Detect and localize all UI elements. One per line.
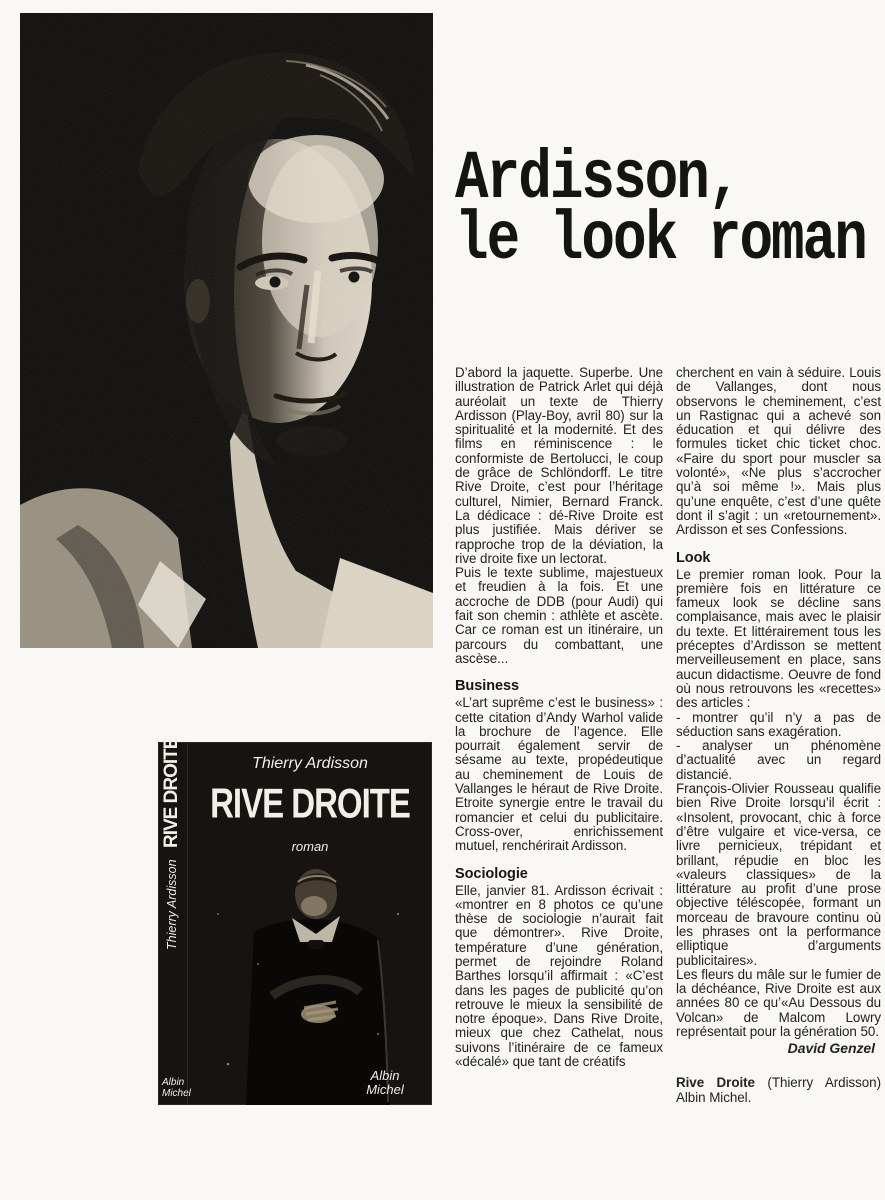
- paragraph-sociologie: Elle, janvier 81. Ardisson écrivait : «montrer en 8 photos ce qu’une thèse de sociologie n’aurait fait que démontrer». Rive Droite, température d’une génération, permet de rejoindre Roland Barthes lorsqu’il affirmait : «C’est dans les pages de publicité qu’on retrouve le mieux la sensibilité de notre époque». Dans Rive Droite, mieux que chez Cathelat, nous suivons l’itinéraire de ce fameux «décalé» que tant de créatifs: [455, 882, 663, 1070]
- cover-title: RIVE DROITE: [210, 780, 410, 827]
- section-heading-sociologie: Sociologie: [455, 865, 528, 882]
- article-column-1: [455, 366, 663, 1069]
- headline-line-2: le look roman: [455, 200, 866, 279]
- byline: David Genzel: [787, 1040, 875, 1057]
- spine-author: Thierry Ardisson: [165, 859, 179, 950]
- cover-author: Thierry Ardisson: [252, 755, 368, 772]
- paragraph-rousseau: François-Olivier Rousseau qualifie bien Rive Droite lorsqu’il écrit : «Insolent, provocant, chic à force d’être vulgaire et vice-versa, ce livre pernicieux, trépidant et brillant, répudie en bloc les «valeurs classiques» de la littérature au profit d’une prose objective téléscopée, formant un morceau de bravoure continu où les phrases ont la performance elliptique d’arguments publicitaires».: [676, 781, 881, 968]
- cover-publisher: Albin Michel: [366, 1068, 404, 1097]
- cover-genre: roman: [291, 839, 329, 854]
- list-item-montrer: - montrer qu’il n’y a pas de séduction sans exagération.: [676, 709, 881, 739]
- book-cover-front: [188, 742, 432, 1105]
- spine-title: RIVE DROITE: [161, 737, 182, 848]
- paragraph-business: «L’art suprême c’est le business» : cette citation d’Andy Warhol valide la brochure de l’agence. Elle pourrait également servir de sésame au texte, propédeutique au cheminement de Louis de Vallanges le héraut de Rive Droite. Etroite synergie entre le travail du romancier et celui du publicitaire. Cross-over, enrichissement mutuel, renchérirait Ardisson.: [455, 695, 663, 854]
- book-spine: [158, 737, 191, 1105]
- article-column-2: [676, 366, 881, 1105]
- portrait-photo: [20, 13, 433, 648]
- list-item-analyser: - analyser un phénomène d’actualité avec un regard distancié.: [676, 738, 881, 782]
- paragraph-conclusion: Les fleurs du mâle sur le fumier de la déchéance, Rive Droite est aux années 80 ce qu’«Au Dessous du Volcan» de Malcom Lowry représentait pour la génération 50.: [676, 966, 881, 1040]
- paragraph-intro: D’abord la jaquette. Superbe. Une illustration de Patrick Arlet qui déjà auréolait un texte de Thierry Ardisson (Play-Boy, avril 80) sur la spiritualité et la modernité. Et des films en réminiscence : le conformiste de Bertolucci, le coup de grâce de Schlöndorff. Le titre Rive Droite, c’est pour l’héritage culturel, Nimier, Bernard Franck. La dédicace : dé-Rive Droite est plus justifiée. Mais dériver se rapproche trop de la déviation, la rive droite fixe un lectorat.: [455, 365, 663, 566]
- paragraph-texte: Puis le texte sublime, majestueux et freudien à la fois. Et une accroche de DDB (pour Audi) qui fait son chemin : athlète et ascète. Car ce roman est un itinéraire, un parcours du combattant, une ascèse...: [455, 565, 663, 666]
- portrait-illustration: [20, 13, 433, 648]
- book-credit-rest: (Thierry Ardisson) Albin Michel.: [676, 1074, 881, 1105]
- paragraph-vallanges: cherchent en vain à séduire. Louis de Vallanges, dont nous observons le cheminement, c’est un Rastignac qui a achevé son éducation et qui délivre des formules ticket chic ticket choc. «Faire du sport pour muscler sa volonté», «Ne plus s’accrocher qu’à soi même !». Mais plus qu’une enquête, c’est d’une quête dont il s’agit : un «retournement». Ardisson et ses Confessions.: [676, 365, 881, 538]
- section-heading-business: Business: [455, 678, 520, 695]
- headline: [455, 139, 866, 279]
- spine-publisher: Albin Michel: [162, 1077, 191, 1099]
- book-credit: [676, 1075, 881, 1105]
- headline-line-1: Ardisson,: [455, 139, 740, 218]
- book-credit-title: Rive Droite: [676, 1074, 755, 1090]
- section-heading-look: Look: [676, 549, 711, 566]
- paragraph-look: Le premier roman look. Pour la première fois en littérature ce fameux look se décline sans complaisance, mais avec le plaisir du texte. Et littérairement tous les préceptes d’Ardisson se mettent merveilleusement en place, sans aucun didactisme. Oeuvre de fond où nous retrouvons les «recettes» des articles :: [676, 566, 881, 711]
- book-cover: [158, 737, 432, 1105]
